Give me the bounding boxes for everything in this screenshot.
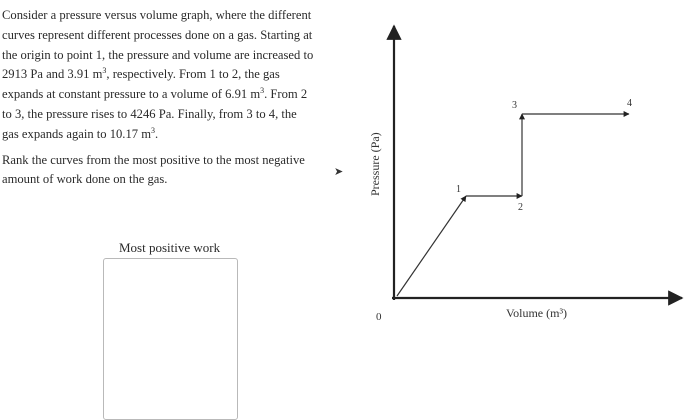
x-axis-label: Volume (m³) (506, 306, 568, 320)
point-2-label: 2 (518, 202, 523, 213)
point-4-label: 4 (627, 98, 632, 109)
origin-label: 0 (376, 311, 382, 323)
point-1-label: 1 (456, 184, 461, 195)
question-paragraph-1: Consider a pressure versus volume graph, where the different curves represent different processes done on a gas. Starting at the origin to point 1, the pressure and volume are increased to 2913 Pa and 3.91 $m^3$, respectively. From 1 to 2, the gas expands at constant pressure to a volume of 6.91 $m^3$. From 2 to 3, the pressure rises to 4246 Pa. Finally, from 3 to 4, the gas expands again to 10.17 $m^3$. (2, 8, 314, 141)
mouse-cursor-icon: ➤ (334, 166, 344, 178)
question-paragraph-2: Rank the curves from the most positive to the most negative amount of work done on the gas. (2, 152, 305, 187)
path-origin-to-1 (397, 196, 466, 296)
y-axis-label: Pressure (Pa) (368, 132, 382, 196)
point-3-label: 3 (512, 100, 517, 111)
ranking-box-label: Most positive work (119, 240, 221, 255)
